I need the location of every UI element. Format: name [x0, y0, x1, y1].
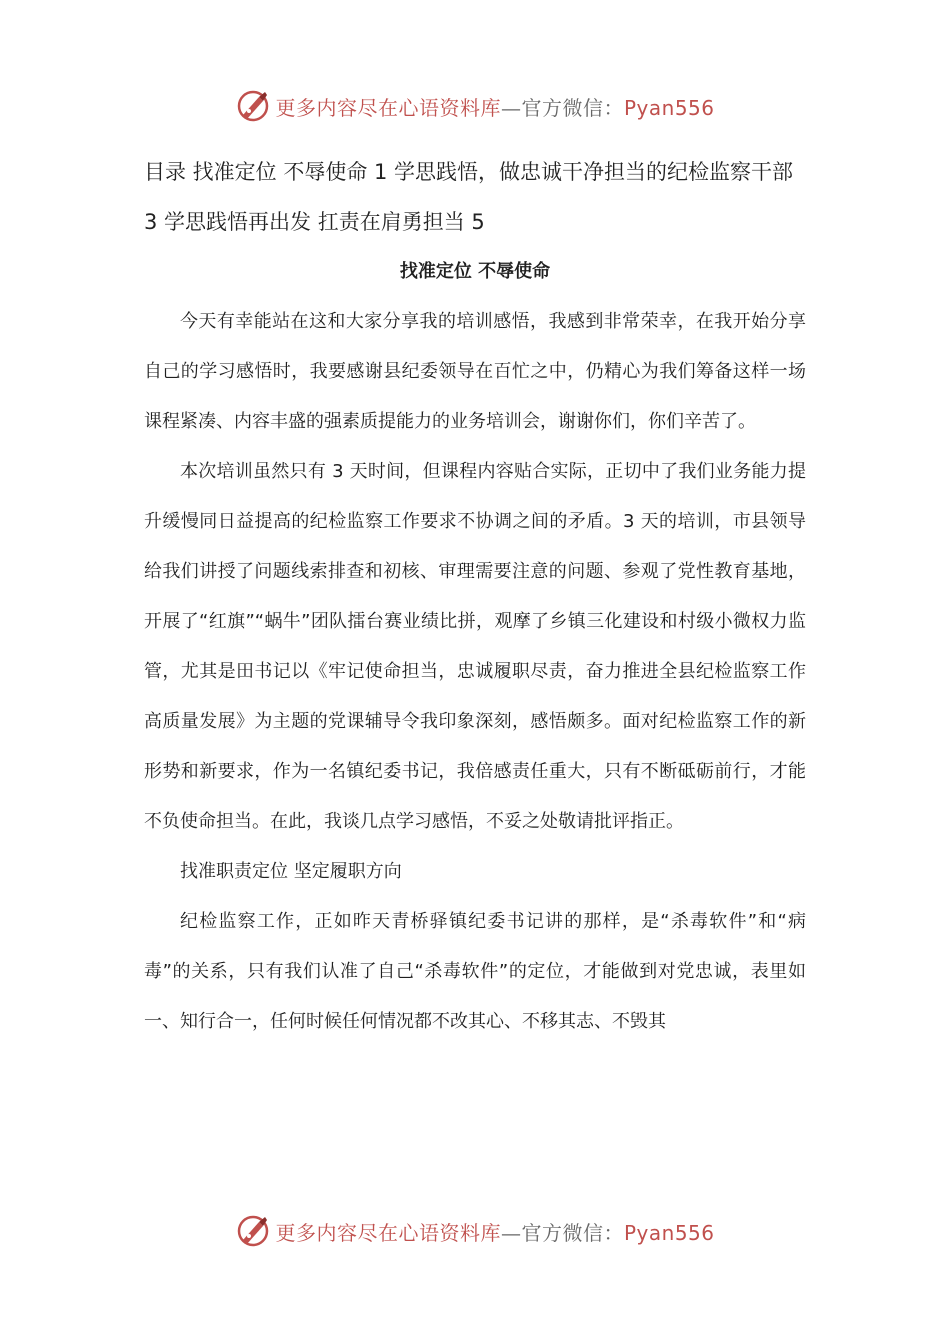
table-of-contents: 目录 找准定位 不辱使命 1 学思践悟，做忠诚干净担当的纪检监察干部 3 学思践悟再出发 扛责在肩勇担当 5: [144, 160, 794, 234]
watermark-text-footer: [275, 1217, 714, 1246]
watermark-header: [0, 84, 950, 128]
paragraph-2: 本次培训虽然只有 3 天时间，但课程内容贴合实际，正切中了我们业务能力提升缓慢同日益提高的纪检监察工作要求不协调之间的矛盾。3 天的培训，市县领导给我们讲授了问题线索排查和初核、审理需要注意的问题、参观了党性教育基地，开展了“红旗”“蜗牛”团队擂台赛业绩比拼，观摩了乡镇三化建设和村级小微权力监管，尤其是田书记以《牢记使命担当，忠诚履职尽责，奋力推进全县纪检监察工作高质量发展》为主题的党课辅导令我印象深刻，感悟颇多。面对纪检监察工作的新形势和新要求，作为一名镇纪委书记，我倍感责任重大，只有不断砥砺前行，才能不负使命担当。在此，我谈几点学习感悟，不妥之处敬请批评指正。: [144, 461, 806, 832]
watermark-dash: —: [500, 95, 522, 120]
pen-logo-icon: [235, 88, 271, 124]
watermark-wechat-id: Pyan556: [623, 1220, 715, 1245]
document-body: [144, 147, 806, 1047]
watermark-brand: 更多内容尽在心语资料库: [275, 1220, 501, 1245]
watermark-brand: 更多内容尽在心语资料库: [275, 95, 501, 120]
watermark-wechat-label: 官方微信：: [521, 95, 624, 120]
paragraph-3: 纪检监察工作，正如昨天青桥驿镇纪委书记讲的那样，是“杀毒软件”和“病毒”的关系，只有我们认准了自己“杀毒软件”的定位，才能做到对党忠诚，表里如一、知行合一，任何时候任何情况都不改其心、不移其志、不毁其: [144, 911, 806, 1032]
paragraph-1: 今天有幸能站在这和大家分享我的培训感悟，我感到非常荣幸，在我开始分享自己的学习感悟时，我要感谢县纪委领导在百忙之中，仍精心为我们筹备这样一场课程紧凑、内容丰盛的强素质提能力的业务培训会，谢谢你们，你们辛苦了。: [144, 311, 806, 432]
pen-logo-icon: [235, 1213, 271, 1249]
watermark-text: [275, 92, 714, 121]
watermark-wechat-label: 官方微信：: [521, 1220, 624, 1245]
watermark-dash: —: [500, 1220, 522, 1245]
section-title: 找准定位 不辱使命: [399, 261, 551, 282]
subheading: 找准职责定位 坚定履职方向: [180, 861, 402, 882]
watermark-wechat-id: Pyan556: [623, 95, 715, 120]
watermark-footer: [0, 1209, 950, 1253]
